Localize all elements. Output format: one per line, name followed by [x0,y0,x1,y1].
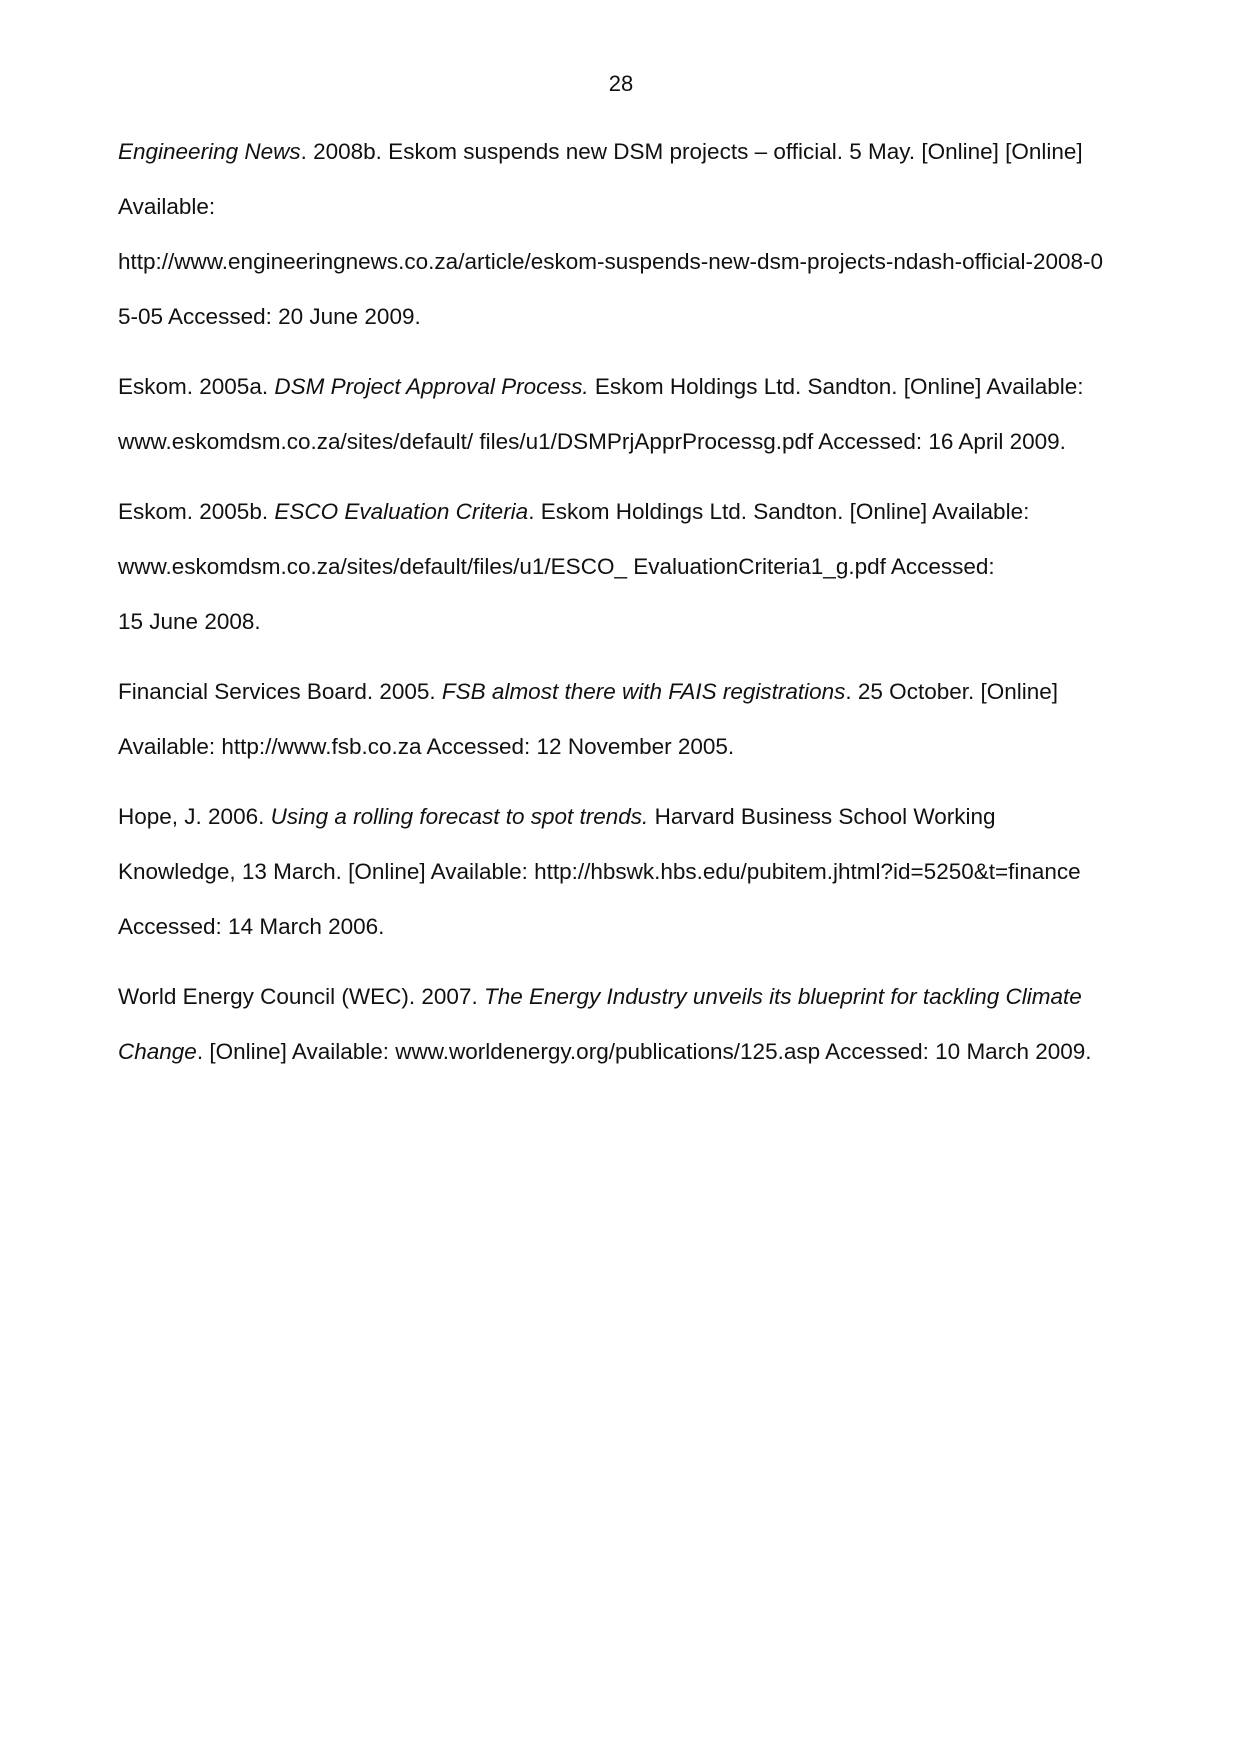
reference-entry [118,359,1128,469]
reference-line: 5-05 Accessed: 20 June 2009. [118,304,421,329]
reference-line: Engineering News. 2008b. Eskom suspends new DSM projects – official. 5 May. [Online] [Online] [118,139,1083,164]
reference-entry [118,789,1128,954]
reference-url-line: www.eskomdsm.co.za/sites/default/files/u1/ESCO_ EvaluationCriteria1_g.pdf Accessed: [118,554,995,579]
reference-line: World Energy Council (WEC). 2007. The Energy Industry unveils its blueprint for tackling Climate [118,984,1082,1009]
reference-title: The Energy Industry unveils its blueprint for tackling Climate [483,984,1082,1009]
reference-title: DSM Project Approval Process. [274,374,589,399]
reference-entry [118,969,1128,1079]
reference-line: 15 June 2008. [118,609,261,634]
reference-line: Eskom. 2005b. ESCO Evaluation Criteria. Eskom Holdings Ltd. Sandton. [Online] Available: [118,499,1030,524]
reference-line: Financial Services Board. 2005. FSB almost there with FAIS registrations. 25 October. [Online] [118,679,1059,704]
reference-line: Available: [118,194,216,219]
reference-entry [118,484,1128,649]
reference-list [118,124,1128,1094]
page-number: 28 [608,71,634,96]
reference-line: Eskom. 2005a. DSM Project Approval Process. Eskom Holdings Ltd. Sandton. [Online] Available: [118,374,1084,399]
reference-title: Using a rolling forecast to spot trends. [270,804,649,829]
reference-title: Engineering News [118,139,301,164]
reference-url-line: www.eskomdsm.co.za/sites/default/ files/u1/DSMPrjApprProcessg.pdf Accessed: 16 April 2009. [118,429,1066,454]
reference-title: FSB almost there with FAIS registrations [441,679,846,704]
reference-url-line: http://www.engineeringnews.co.za/article/eskom-suspends-new-dsm-projects-ndash-official-2008-0 [118,249,1104,274]
reference-entry [118,664,1128,774]
reference-line: Accessed: 14 March 2006. [118,914,385,939]
reference-url-line: Available: http://www.fsb.co.za Accessed: 12 November 2005. [118,734,735,759]
reference-entry [118,124,1128,344]
reference-line: Change. [Online] Available: www.worldenergy.org/publications/125.asp Accessed: 10 March 2009. [118,1039,1092,1064]
reference-title: Change [118,1039,197,1064]
reference-line: Hope, J. 2006. Using a rolling forecast to spot trends. Harvard Business School Working [118,804,996,829]
reference-url-line: Knowledge, 13 March. [Online] Available: http://hbswk.hbs.edu/pubitem.jhtml?id=5250&t=finance [118,859,1081,884]
reference-title: ESCO Evaluation Criteria [274,499,529,524]
